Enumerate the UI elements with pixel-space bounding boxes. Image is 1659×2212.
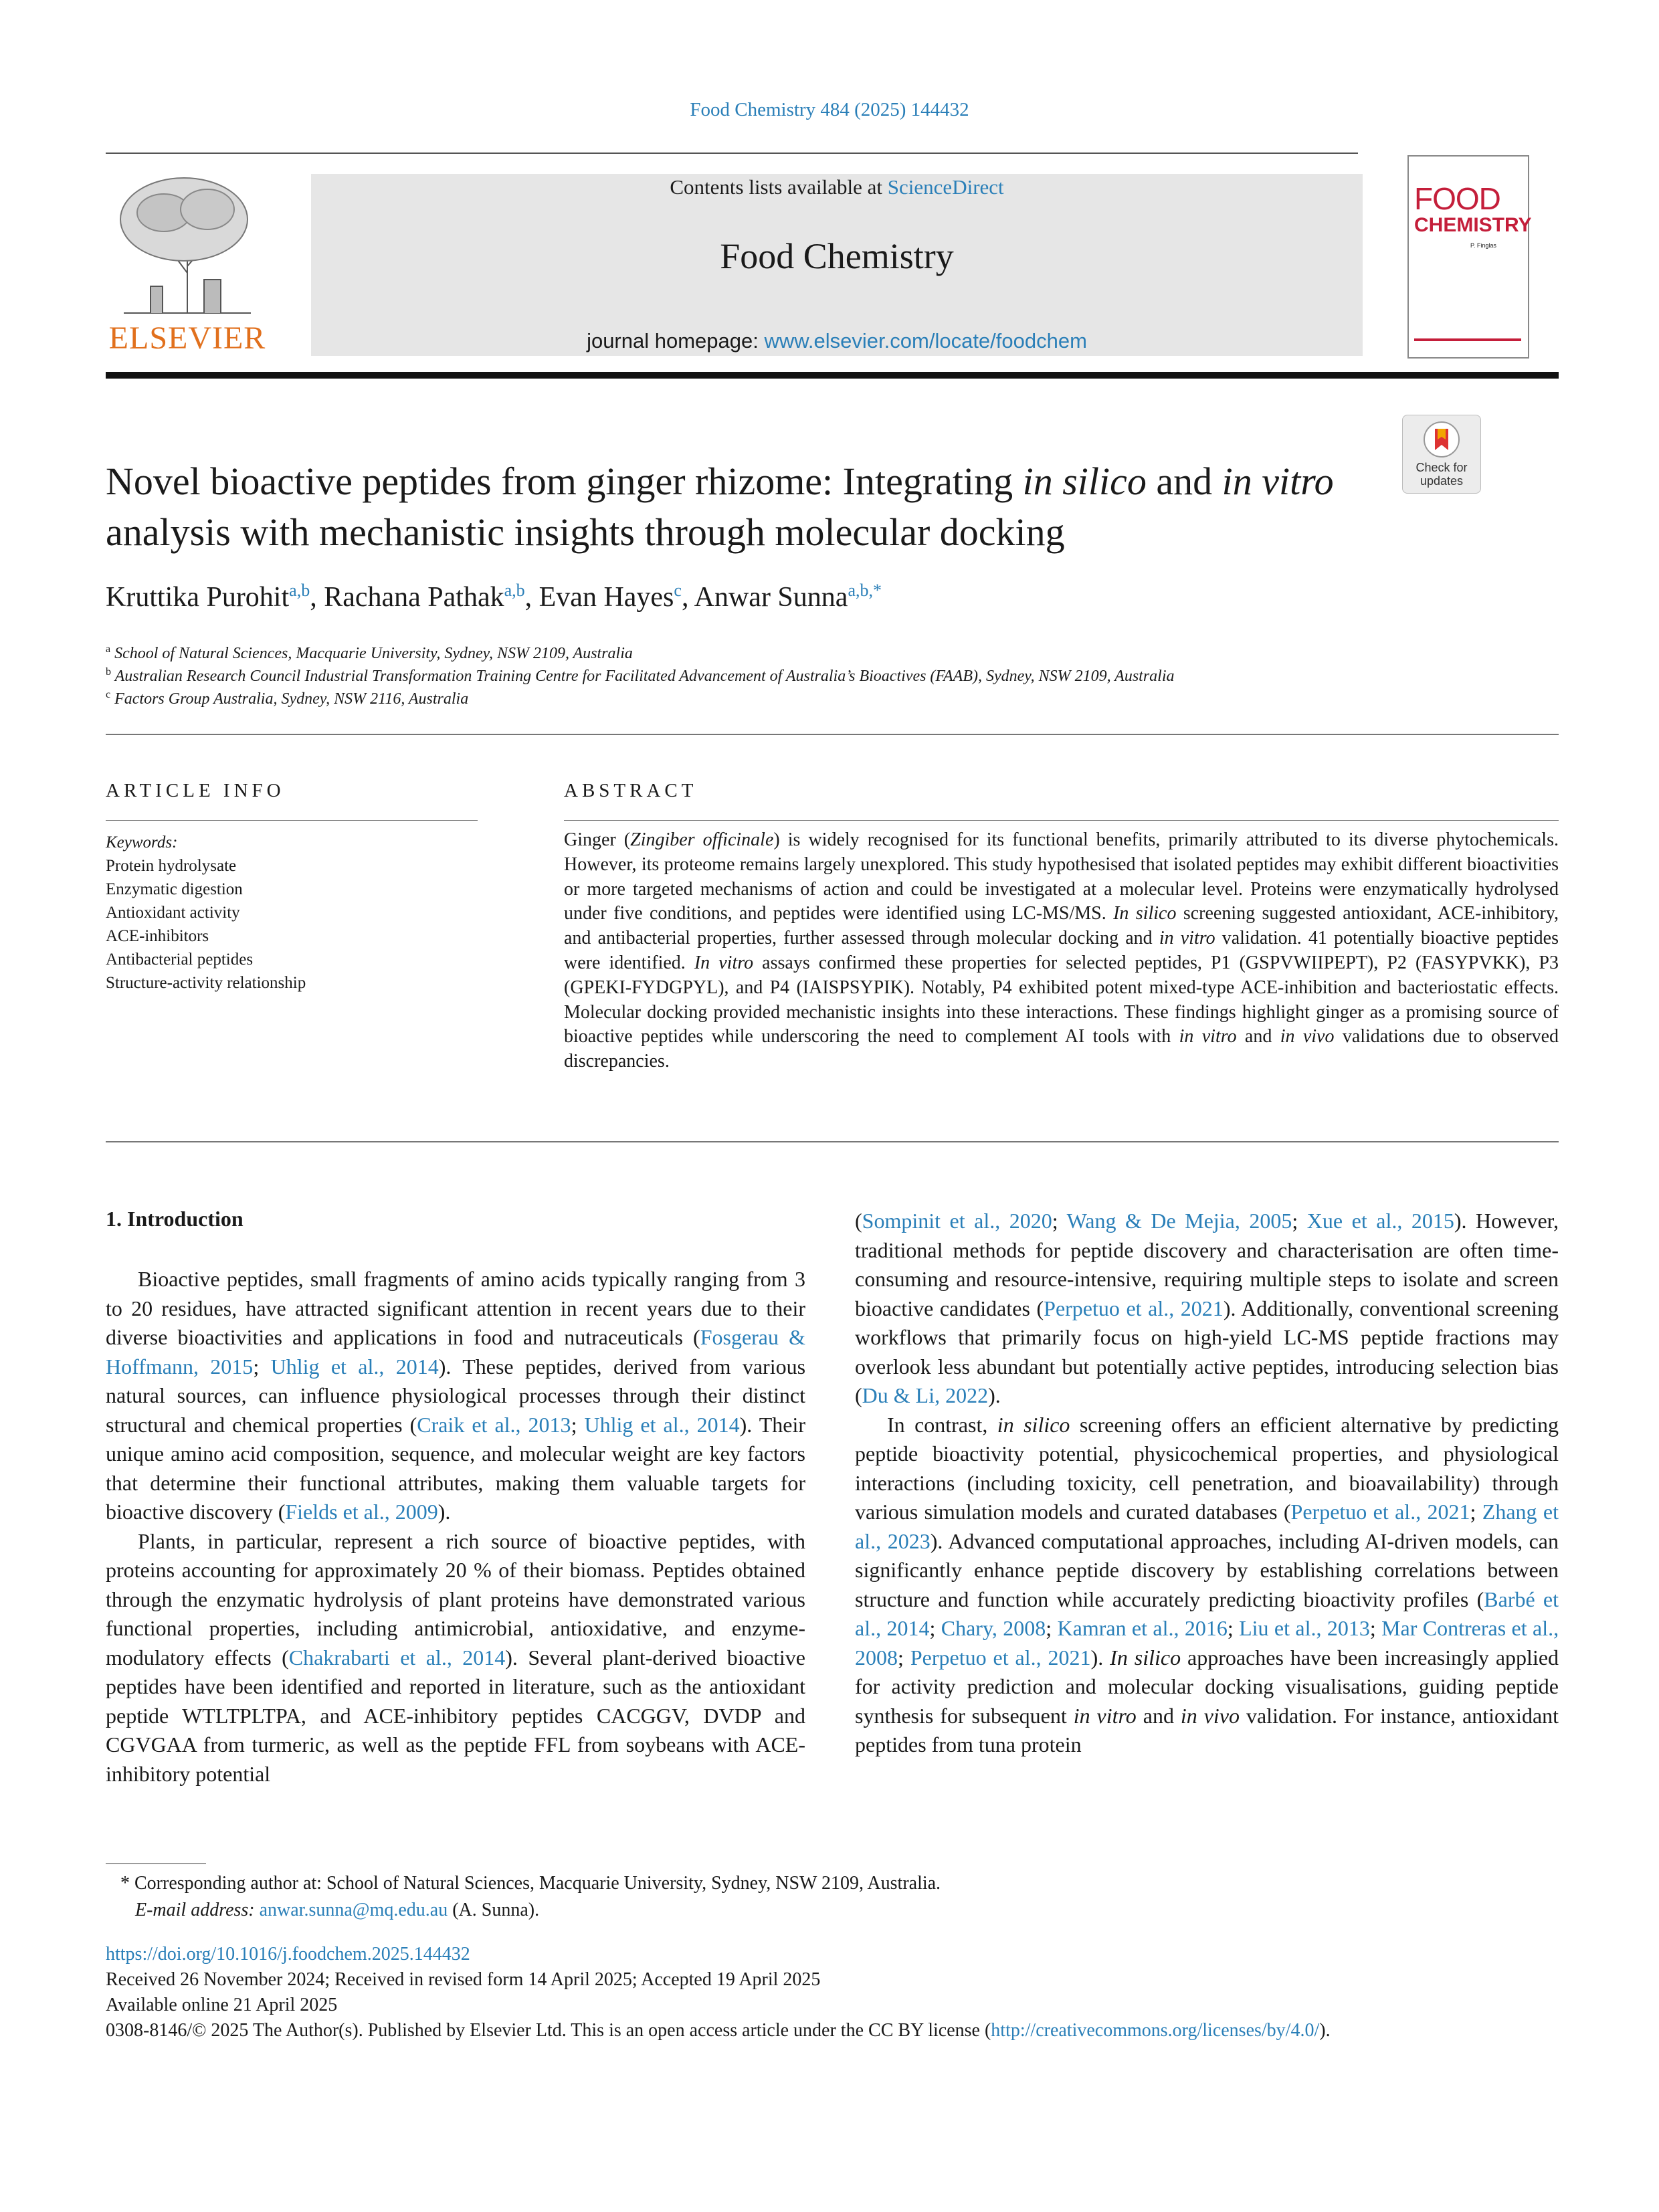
- introduction-heading: 1. Introduction: [106, 1207, 243, 1231]
- paragraph: [106, 1527, 805, 1789]
- citation-link[interactable]: Chary, 2008: [941, 1616, 1046, 1640]
- sciencedirect-link[interactable]: ScienceDirect: [887, 175, 1004, 199]
- journal-name: Food Chemistry: [720, 236, 954, 276]
- body-text: ;: [1292, 1209, 1307, 1233]
- author-affiliation-marker: a,b,*: [848, 581, 882, 600]
- author-affiliation-marker: a,b: [289, 581, 310, 600]
- corresponding-author-footnote: [120, 1870, 941, 1924]
- body-text: ). These peptides, derived from various natural sources, can influence physiological processes through their distinct structural and chemical properties (: [106, 1354, 806, 1437]
- section-rule-lower: [106, 1141, 1559, 1142]
- citation-link[interactable]: Fields et al., 2009: [285, 1500, 438, 1524]
- author-name: Anwar Sunna: [694, 582, 848, 613]
- affiliation-text: School of Natural Sciences, Macquarie University, Sydney, NSW 2109, Australia: [114, 645, 633, 662]
- title-segment: in vitro: [1222, 460, 1334, 503]
- body-text: ;: [929, 1616, 941, 1640]
- check-for-updates-label: Check for updates: [1416, 461, 1468, 488]
- citation-link[interactable]: Kamran et al., 2016: [1057, 1616, 1228, 1640]
- abstract-segment: assays confirmed these properties for selected peptides, P1 (GSPVWIIPEPT), P2 (FASYPVKK), P3 (GPEKI-FYDGPYL), and P4 (IAISPSYPIK). Notably, P4 exhibited potent mixed-type ACE-inhibition and bacteriostatic effects. Molecular docking provided mechanistic insights into these interactions. These findings highlight ginger as a promising source of bioactive peptides while underscoring the need to complement AI tools with: [564, 952, 1559, 1047]
- keyword-item: Antioxidant activity: [106, 904, 240, 922]
- italic-term: in vivo: [1180, 1703, 1240, 1728]
- body-text: Bioactive peptides, small fragments of amino acids typically ranging from 3 to 20 residues, have attracted significant attention in recent years due to their diverse bioactivities and applications in food and nutraceuticals (: [106, 1267, 805, 1349]
- body-text: ).: [437, 1500, 451, 1524]
- body-text: ;: [898, 1645, 910, 1670]
- keywords-label: Keywords:: [106, 833, 178, 851]
- abstract-heading: ABSTRACT: [564, 780, 698, 801]
- citation-link[interactable]: Sompinit et al., 2020: [862, 1209, 1052, 1233]
- email-label: E-mail address:: [135, 1900, 255, 1920]
- affiliation-label: b: [106, 666, 111, 678]
- abstract-segment: In silico: [1113, 903, 1177, 924]
- check-for-updates-button[interactable]: [1402, 415, 1481, 494]
- citation-link[interactable]: Xue et al., 2015: [1306, 1209, 1454, 1233]
- cover-bar: [1414, 338, 1521, 341]
- author-list: Kruttika Purohit$^{a,b}$, Rachana Pathak$^{a,b}$, Evan Hayes$^c$, Anwar Sunna$^{a,b,*}$: [106, 581, 882, 613]
- abstract-rule: [564, 820, 1559, 821]
- article-info-rule: [106, 820, 478, 821]
- citation-link[interactable]: Perpetuo et al., 2021: [910, 1645, 1091, 1670]
- journal-reference-link[interactable]: Food Chemistry 484 (2025) 144432: [690, 99, 969, 120]
- elsevier-tree-icon: [104, 173, 271, 316]
- license-link[interactable]: http://creativecommons.org/licenses/by/4.0/: [991, 2020, 1320, 2041]
- body-text: (: [855, 1209, 862, 1233]
- citation-link[interactable]: Barbé et al., 2014: [855, 1587, 1559, 1640]
- body-text: ;: [253, 1354, 271, 1379]
- paragraph: [855, 1411, 1559, 1760]
- journal-cover-thumbnail[interactable]: [1407, 155, 1532, 359]
- header-rule: [106, 153, 1358, 154]
- body-text: and: [1136, 1703, 1181, 1728]
- affiliation-b: [106, 666, 1175, 686]
- paragraph: [106, 1265, 805, 1527]
- email-link[interactable]: anwar.sunna@mq.edu.au: [259, 1900, 448, 1920]
- affiliation-text: Australian Research Council Industrial Transformation Training Centre for Facilitated Advancement of Australia’s Bioactives (FAAB), Sydney, NSW 2109, Australia: [114, 668, 1175, 685]
- italic-term: in vitro: [1073, 1703, 1137, 1728]
- license-text: 0308-8146/© 2025 The Author(s). Published by Elsevier Ltd. This is an open access article under the CC BY license (: [106, 2020, 991, 2041]
- contents-line: [311, 175, 1363, 199]
- body-text: ;: [1052, 1209, 1067, 1233]
- abstract-segment: validations due to observed discrepancies.: [564, 1026, 1559, 1072]
- citation-link[interactable]: Du & Li, 2022: [862, 1383, 989, 1407]
- email-line: [120, 1897, 941, 1924]
- abstract-segment: Ginger (: [564, 829, 631, 850]
- abstract-segment: Zingiber officinale: [630, 829, 774, 850]
- homepage-prefix: journal homepage:: [587, 329, 765, 353]
- article-info-heading: ARTICLE INFO: [106, 780, 285, 801]
- paragraph: [855, 1207, 1559, 1411]
- homepage-link[interactable]: www.elsevier.com/locate/foodchem: [764, 329, 1087, 353]
- citation-link[interactable]: Chakrabarti et al., 2014: [288, 1645, 506, 1670]
- body-column-left: [106, 1265, 805, 1789]
- cover-title-food: FOOD: [1414, 181, 1500, 216]
- body-text: validation. For instance, antioxidant peptides from tuna protein: [855, 1703, 1559, 1756]
- article-title: [106, 456, 1363, 558]
- citation-link[interactable]: Craik et al., 2013: [417, 1412, 571, 1437]
- citation-link[interactable]: Zhang et al., 2023: [855, 1500, 1559, 1553]
- affiliation-label: a: [106, 643, 111, 655]
- body-text: ;: [1369, 1616, 1382, 1640]
- body-text: screening offers an efficient alternative by predicting peptide bioactivity potential, physicochemical properties, and physiological interactions (including toxicity, cell penetration, and bioavailability) through various simulation models and curated databases (: [855, 1412, 1559, 1524]
- homepage-line: [311, 329, 1363, 353]
- citation-link[interactable]: Perpetuo et al., 2021: [1044, 1296, 1224, 1320]
- elsevier-wordmark: ELSEVIER: [108, 320, 266, 356]
- body-text: ;: [571, 1412, 585, 1437]
- abstract-segment: in vitro: [1179, 1026, 1237, 1047]
- license-end: ).: [1319, 2020, 1331, 2041]
- body-text: ). However, traditional methods for peptide discovery and characterisation are often time-consuming and resource-intensive, requiring multiple steps to isolate and screen bioactive candidates (: [855, 1209, 1559, 1320]
- author-affiliation-marker: c: [674, 581, 682, 600]
- body-text: ).: [988, 1383, 1001, 1407]
- body-text: ;: [1470, 1500, 1482, 1524]
- contents-prefix: Contents lists available at: [670, 175, 888, 199]
- author-name: Evan Hayes: [539, 582, 674, 613]
- citation-link[interactable]: Perpetuo et al., 2021: [1290, 1500, 1470, 1524]
- cover-title-chemistry: CHEMISTRY: [1414, 214, 1532, 236]
- citation-link[interactable]: Uhlig et al., 2014: [584, 1412, 740, 1437]
- abstract-segment: ) is widely recognised for its functional benefits, primarily attributed to its diverse phytochemicals. However, its proteome remains largely unexplored. This study hypothesised that isolated peptides may exhibit different bioactivities or more targeted mechanisms of action and could be investigated at a molecular level. Proteins were enzymatically hydrolysed under five conditions, and peptides were identified using LC-MS/MS.: [564, 829, 1559, 924]
- header-thick-rule: [106, 372, 1559, 379]
- cover-editor: P. Finglas: [1470, 242, 1496, 249]
- abstract-segment: In vitro: [694, 952, 754, 973]
- abstract-segment: validation. 41 potentially bioactive peptides were identified.: [564, 928, 1559, 973]
- author-name: Rachana Pathak: [324, 582, 504, 613]
- abstract-text: [564, 828, 1559, 1074]
- body-text: ). Advanced computational approaches, including AI-driven models, can significantly enhance peptide discovery by establishing correlations between structure and function while accurately predicting bioactivity profiles (: [855, 1528, 1559, 1611]
- affiliation-text: Factors Group Australia, Sydney, NSW 2116, Australia: [114, 690, 469, 708]
- title-segment: Novel bioactive peptides from ginger rhizome: Integrating: [106, 460, 1023, 503]
- body-text: ;: [1227, 1616, 1240, 1640]
- citation-link[interactable]: Mar Contreras et al., 2008: [855, 1616, 1559, 1670]
- body-text: ). Several plant-derived bioactive peptides have been identified and reported in literature, such as the antioxidant peptide WTLTPLTPA, and ACE-inhibitory peptides CACGGV, DVDP and CGVGAA from turmeric, as well as the peptide FFL from soybeans with ACE-inhibitory potential: [106, 1645, 806, 1786]
- italic-term: In silico: [1110, 1645, 1181, 1670]
- body-text: approaches have been increasingly applied for activity prediction and molecular docking visualisations, guiding peptide synthesis for subsequent: [855, 1645, 1559, 1728]
- corresponding-text: Corresponding author at: School of Natural Sciences, Macquarie University, Sydney, NSW 2109, Australia.: [134, 1873, 941, 1894]
- available-online: Available online 21 April 2025: [106, 1995, 338, 2015]
- keywords-list: [106, 831, 306, 995]
- received-dates: Received 26 November 2024; Received in revised form 14 April 2025; Accepted 19 April 2025: [106, 1969, 821, 1990]
- keyword-item: Antibacterial peptides: [106, 950, 254, 969]
- body-text: ).: [1090, 1645, 1110, 1670]
- license-line: [106, 2020, 1331, 2041]
- abstract-segment: in vitro: [1159, 928, 1215, 949]
- doi-link[interactable]: https://doi.org/10.1016/j.foodchem.2025.144432: [106, 1944, 470, 1965]
- body-text: In contrast,: [887, 1412, 997, 1437]
- author-name: Kruttika Purohit: [106, 582, 290, 613]
- abstract-segment: in vivo: [1280, 1026, 1335, 1047]
- body-text: ;: [1046, 1616, 1058, 1640]
- keyword-item: ACE-inhibitors: [106, 927, 209, 945]
- citation-link[interactable]: Wang & De Mejia, 2005: [1066, 1209, 1292, 1233]
- affiliation-c: [106, 689, 468, 708]
- journal-banner: [311, 174, 1363, 356]
- title-segment: analysis with mechanistic insights through molecular docking: [106, 510, 1065, 554]
- title-segment: in silico: [1022, 460, 1147, 503]
- keyword-item: Enzymatic digestion: [106, 880, 243, 898]
- body-column-right: [855, 1207, 1559, 1760]
- abstract-segment: screening suggested antioxidant, ACE-inhibitory, and antibacterial properties, further assessed through molecular docking and: [564, 903, 1559, 949]
- author-affiliation-marker: a,b: [504, 581, 525, 600]
- title-segment: and: [1146, 460, 1222, 503]
- citation-link[interactable]: Uhlig et al., 2014: [270, 1354, 439, 1379]
- body-text: ). Additionally, conventional screening workflows that primarily focus on high-yield LC-MS peptide fractions may overlook less abundant but potentially active peptides, introducing selection bias (: [855, 1296, 1559, 1407]
- section-rule: [106, 734, 1559, 735]
- elsevier-logo[interactable]: [104, 173, 271, 357]
- corresponding-line: * Corresponding author at: School of Natural Sciences, Macquarie University, Sydney, NSW 2109, Australia.: [120, 1873, 941, 1894]
- keyword-item: Structure-activity relationship: [106, 974, 306, 992]
- citation-link[interactable]: Liu et al., 2013: [1239, 1616, 1370, 1640]
- citation-link[interactable]: Fosgerau & Hoffmann, 2015: [106, 1325, 806, 1379]
- abstract-segment: and: [1236, 1026, 1280, 1047]
- bookmark-icon: [1422, 419, 1462, 460]
- body-text: Plants, in particular, represent a rich source of bioactive peptides, with proteins accounting for approximately 20 % of their biomass. Peptides obtained through the enzymatic hydrolysis of plant proteins have demonstrated various functional properties, including antimicrobial, antioxidative, and enzyme-modulatory effects (: [106, 1528, 805, 1670]
- affiliation-a: [106, 643, 633, 663]
- body-text: ). Their unique amino acid composition, sequence, and molecular weight are key factors that determine their functional attributes, making them valuable targets for bioactive discovery (: [106, 1412, 806, 1524]
- keyword-item: Protein hydrolysate: [106, 857, 237, 875]
- italic-term: in silico: [997, 1412, 1070, 1437]
- email-suffix: (A. Sunna).: [448, 1900, 540, 1920]
- affiliation-label: c: [106, 689, 111, 700]
